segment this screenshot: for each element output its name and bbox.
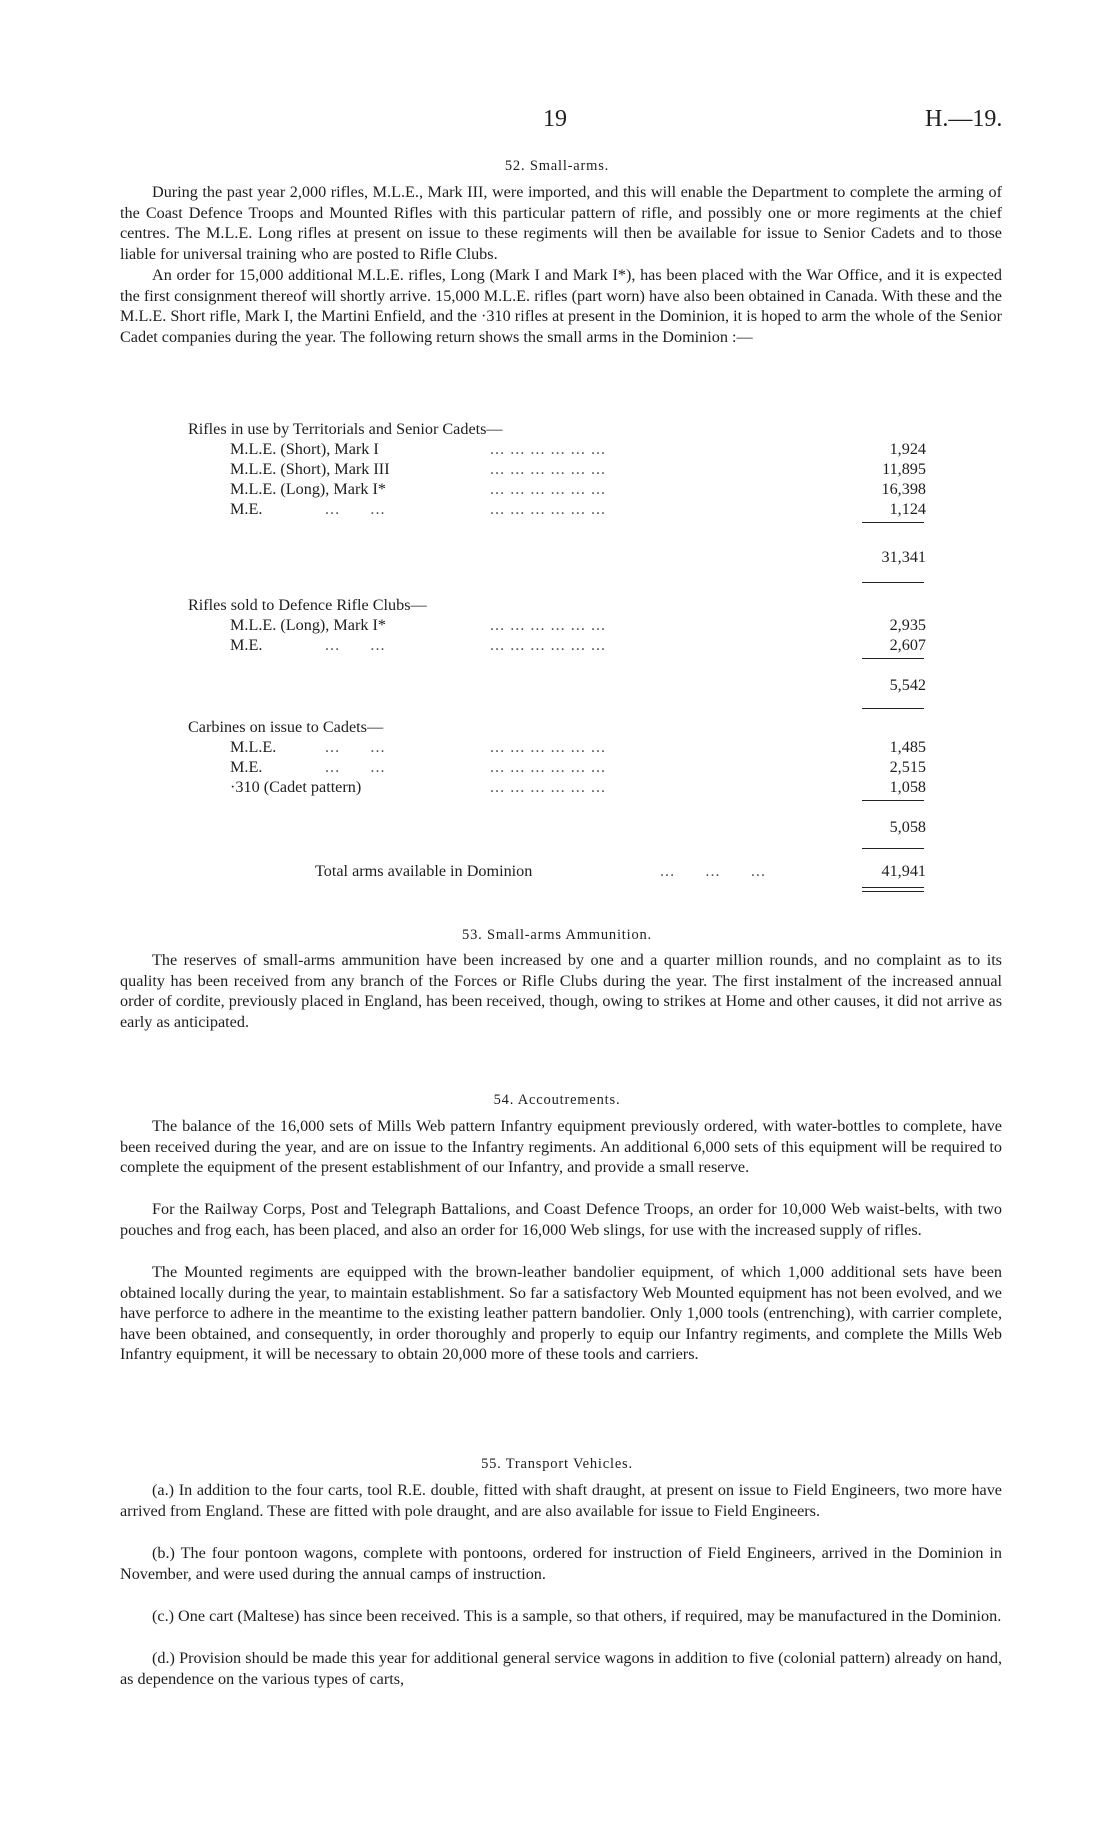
group-3-title: Carbines on issue to Cadets— (188, 718, 384, 736)
table-row-label: ·310 (Cadet pattern) (230, 778, 362, 796)
dot-leader: ... ... ... ... ... ... (490, 440, 607, 458)
table-row-label: M.L.E. (Long), Mark I* (230, 616, 386, 634)
total-label: Total arms available in Dominion (315, 862, 533, 880)
subtotal-underline (862, 708, 924, 709)
dot-leader: ... ... ... ... ... ... (490, 480, 607, 498)
subtotal-underline (862, 582, 924, 583)
dot-leader: ... ... ... ... ... ... (490, 460, 607, 478)
dot-leader: ... ... ... ... ... ... (490, 616, 607, 634)
dot-leader: ... ... (325, 500, 386, 518)
dot-leader: ... ... ... ... ... ... (490, 778, 607, 796)
section-52-paragraph-2: An order for 15,000 additional M.L.E. rifles, Long (Mark I and Mark I*), has been placed with the War Office, and it is expected the first consignment thereof will shortly arrive. 15,000 M.L.E. rifles (part worn) have also been obtained in Canada. With these and the M.L.E. Short rifle, Mark I, the Martini Enfield, and the ·310 rifles at present in the Dominion, it is hoped to arm the whole of the Senior Cadet companies during the year. The following return shows the small arms in the Dominion :— (120, 266, 1002, 346)
table-row-value: 1,058 (889, 778, 926, 796)
section-54-paragraph-1: The balance of the 16,000 sets of Mills Web pattern Infantry equipment previously ordered, with water-bottles to complete, have been received during the year, and are on issue to the Infantry regiments. An additional 6,000 sets of this equipment will be required to complete the equipment of the present establishment of our Infantry, and provide a small reserve. (120, 1117, 1002, 1177)
dot-leader: ... ... ... ... ... ... (490, 636, 607, 654)
group-3-subtotal: 5,058 (889, 818, 926, 836)
group-1-title: Rifles in use by Territorials and Senior Cadets— (188, 420, 503, 438)
table-row-value: 2,935 (889, 616, 926, 634)
table-row-value: 2,515 (889, 758, 926, 776)
group-1-subtotal: 31,341 (881, 548, 926, 566)
table-row-label: M.E. (230, 636, 263, 654)
table-row-label: M.L.E. (Long), Mark I* (230, 480, 386, 498)
table-row-value: 1,924 (889, 440, 926, 458)
dot-leader: ... ... (325, 758, 386, 776)
table-row-value: 11,895 (882, 460, 926, 478)
section-53-heading: 53. Small-arms Ammunition. (462, 927, 652, 943)
group-2-subtotal: 5,542 (889, 676, 926, 694)
dot-leader: ... ... ... ... ... ... (490, 500, 607, 518)
section-55-heading: 55. Transport Vehicles. (481, 1456, 633, 1472)
dot-leader: ... ... ... ... ... ... (490, 738, 607, 756)
section-54-heading: 54. Accoutrements. (493, 1092, 621, 1108)
section-52-paragraph-1: During the past year 2,000 rifles, M.L.E., Mark III, were imported, and this will enable the Department to complete the arming of the Coast Defence Troops and Mounted Rifles with this particular pattern of rifle, and possibly one or more regiments at the chief centres. The M.L.E. Long rifles at present on issue to these regiments will then be available for issue to Senior Cadets and to those liable for universal training who are posted to Rifle Clubs. (120, 183, 1002, 263)
table-row-value: 2,607 (889, 636, 926, 654)
table-row-label: M.E. (230, 500, 263, 518)
section-53-paragraph-1: The reserves of small-arms ammunition have been increased by one and a quarter million rounds, and no complaint as to its quality has been received from any branch of the Forces or Rifle Clubs during the year. The first instalment of the increased annual order of cordite, previously placed in England, has been received, though, owing to strikes at Home and other causes, it did not arrive as early as anticipated. (120, 951, 1002, 1031)
table-row-label: M.L.E. (Short), Mark I (230, 440, 379, 458)
page-number: 19 (543, 106, 567, 132)
subtotal-rule (862, 800, 924, 801)
table-row-value: 16,398 (881, 480, 926, 498)
table-row-value: 1,124 (889, 500, 926, 518)
dot-leader: ... ... (325, 636, 386, 654)
total-double-rule (862, 891, 924, 892)
dot-leader: ... ... ... (660, 862, 766, 880)
total-double-rule (862, 887, 924, 888)
section-52-heading: 52. Small-arms. (504, 158, 610, 174)
dot-leader: ... ... ... ... ... ... (490, 758, 607, 776)
subtotal-underline (862, 848, 924, 849)
group-2-title: Rifles sold to Defence Rifle Clubs— (188, 596, 427, 614)
subtotal-rule (862, 658, 924, 659)
section-55-paragraph-a: (a.) In addition to the four carts, tool R.E. double, fitted with shaft draught, at present on issue to Field Engineers, two more have arrived from England. These are fitted with pole draught, and are also available for issue to Field Engineers. (120, 1481, 1002, 1520)
section-55-paragraph-d: (d.) Provision should be made this year for additional general service wagons in addition to five (colonial pattern) already on hand, as dependence on the various types of carts, (120, 1649, 1002, 1688)
subtotal-rule (862, 522, 924, 523)
table-row-label: M.L.E. (230, 738, 277, 756)
section-55-paragraph-c: (c.) One cart (Maltese) has since been received. This is a sample, so that others, if required, may be manufactured in the Dominion. (152, 1607, 1002, 1625)
table-row-label: M.L.E. (Short), Mark III (230, 460, 390, 478)
table-row-value: 1,485 (889, 738, 926, 756)
section-55-paragraph-b: (b.) The four pontoon wagons, complete with pontoons, ordered for instruction of Field Engineers, arrived in the Dominion in November, and were used during the annual camps of instruction. (120, 1544, 1002, 1583)
section-54-paragraph-3: The Mounted regiments are equipped with the brown-leather bandolier equipment, of which 1,000 additional sets have been obtained locally during the year, to maintain establishment. So far a satisfactory Web Mounted equipment has not been evolved, and we have perforce to adhere in the meantime to the existing leather pattern bandolier. Only 1,000 tools (entrenching), with carrier complete, have been obtained, and consequently, in order thoroughly and properly to equip our Infantry regiments, and complete the Mills Web Infantry equipment, it will be necessary to obtain 20,000 more of these tools and carriers. (120, 1263, 1002, 1364)
document-reference: H.—19. (925, 106, 1003, 132)
dot-leader: ... ... (325, 738, 386, 756)
table-row-label: M.E. (230, 758, 263, 776)
section-54-paragraph-2: For the Railway Corps, Post and Telegraph Battalions, and Coast Defence Troops, an order for 10,000 Web waist-belts, with two pouches and frog each, has been placed, and also an order for 16,000 Web slings, for use with the increased supply of rifles. (120, 1200, 1002, 1239)
grand-total: 41,941 (881, 862, 926, 880)
